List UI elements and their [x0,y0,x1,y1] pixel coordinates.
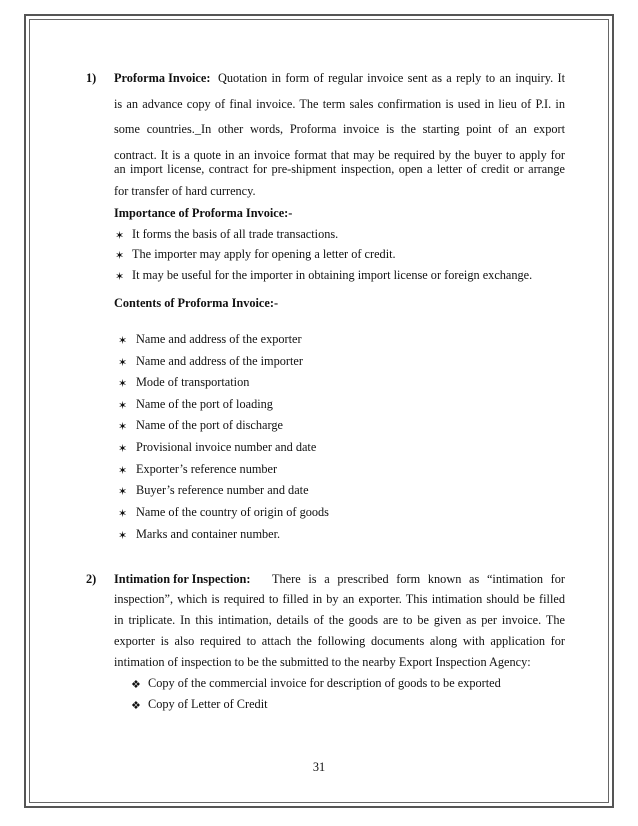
star-bullet-icon: ✶ [118,530,128,542]
contents-item: Name of the port of discharge [136,418,283,432]
importance-item: The importer may apply for opening a letter of credit. [132,247,396,261]
star-bullet-icon: ✶ [118,421,128,433]
contents-item: Buyer’s reference number and date [136,483,309,497]
contents-item: Provisional invoice number and date [136,440,317,454]
section-2-line: intimation of inspection to be the submitted to the nearby Export Inspection Agency: [114,655,531,669]
diamond-bullet-icon: ❖ [131,700,141,712]
section-1-line: for transfer of hard currency. [114,184,256,198]
contents-item: Mode of transportation [136,375,250,389]
star-bullet-icon: ✶ [118,335,128,347]
star-bullet-icon: ✶ [115,230,125,242]
star-bullet-icon: ✶ [115,250,125,262]
star-bullet-icon: ✶ [115,271,125,283]
page-number: 31 [312,760,326,774]
contents-item: Marks and container number. [136,527,281,541]
section-1-line: Quotation in form of regular invoice sent as a reply to an inquiry. It [218,71,565,85]
star-bullet-icon: ✶ [118,443,128,455]
contents-heading: Contents of Proforma Invoice:- [114,296,279,310]
importance-heading: Importance of Proforma Invoice:- [114,206,293,220]
star-bullet-icon: ✶ [118,378,128,390]
section-1-line: is an advance copy of final invoice. The term sales confirmation is used in lieu of P.I. in [114,97,565,111]
star-bullet-icon: ✶ [118,508,128,520]
document-item: Copy of Letter of Credit [148,697,268,711]
contents-item: Name and address of the exporter [136,332,302,346]
star-bullet-icon: ✶ [118,400,128,412]
section-2-line: inspection”, which is required to filled in by an exporter. This intimation should be filled [114,592,565,606]
star-bullet-icon: ✶ [118,486,128,498]
contents-item: Name and address of the importer [136,354,303,368]
section-1-title: Proforma Invoice: [114,71,211,85]
section-1-number: 1) [86,71,97,85]
section-2-line: exporter is also required to attach the following documents along with application for [114,634,565,648]
section-1-line: some countries._In other words, Proforma invoice is the starting point of an export [114,122,565,136]
contents-item: Name of the port of loading [136,397,273,411]
section-1-line: an import license, contract for pre-shipment inspection, open a letter of credit or arrange [114,162,565,176]
section-1-line: contract. It is a quote in an invoice format that may be required by the buyer to apply for [114,148,565,162]
section-2-line: in triplicate. In this intimation, details of the goods are to be given as per invoice. The [114,613,565,627]
star-bullet-icon: ✶ [118,465,128,477]
section-2-line: There is a prescribed form known as “intimation for [272,572,565,586]
contents-item: Exporter’s reference number [136,462,278,476]
document-item: Copy of the commercial invoice for description of goods to be exported [148,676,501,690]
diamond-bullet-icon: ❖ [131,679,141,691]
section-2-title: Intimation for Inspection: [114,572,251,586]
importance-item: It may be useful for the importer in obtaining import license or foreign exchange. [132,268,533,282]
section-2-number: 2) [86,572,97,586]
contents-item: Name of the country of origin of goods [136,505,329,519]
star-bullet-icon: ✶ [118,357,128,369]
importance-item: It forms the basis of all trade transactions. [132,227,339,241]
